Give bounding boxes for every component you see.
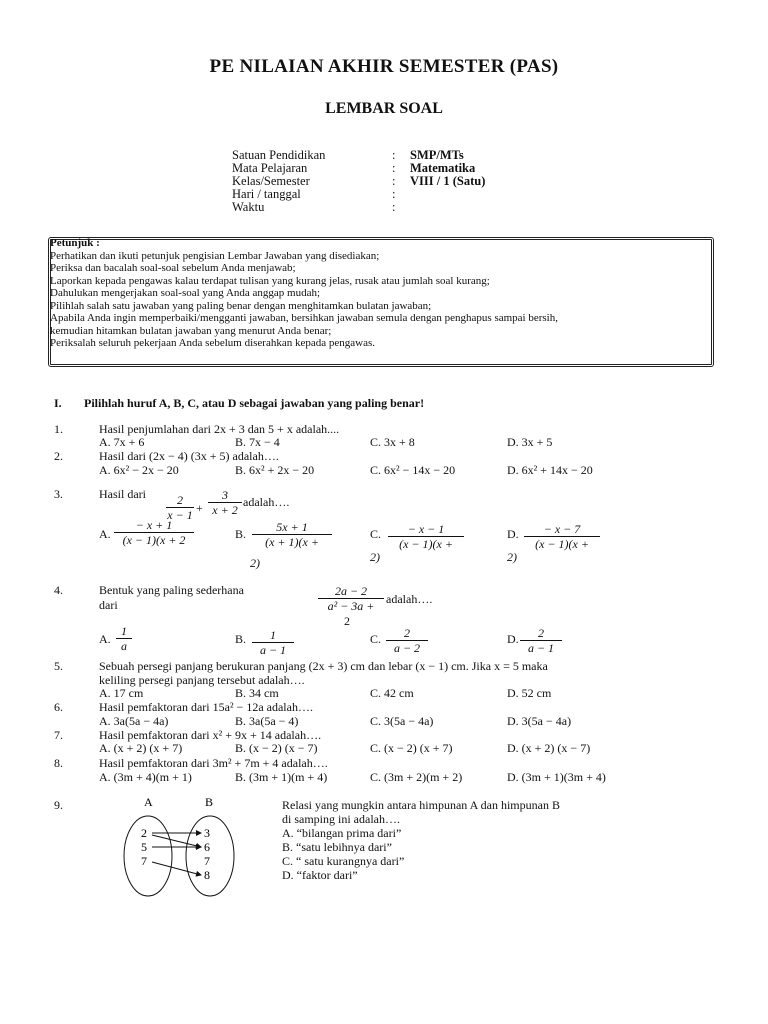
info-sep: : (392, 148, 396, 162)
relation-arrow (152, 835, 201, 847)
option-b: B. 6x² + 2x − 20 (235, 463, 315, 477)
question-text: Sebuah persegi panjang berukuran panjang (2x + 3) cm dan lebar (x − 1) cm. Jika x = 5 maka (99, 659, 548, 673)
question-text: Hasil dari (2x − 4) (3x + 5) adalah…. (99, 449, 279, 463)
instructions (50, 237, 558, 350)
set-b-ellipse (186, 816, 234, 896)
numerator: 2 (520, 626, 562, 641)
instruction-line: Perhatikan dan ikuti petunjuk pengisian Lembar Jawaban yang disediakan; (50, 249, 380, 262)
option-c: C. 6x² − 14x − 20 (370, 463, 456, 477)
info-value: VIII / 1 (Satu) (410, 174, 486, 188)
question-number: 9. (54, 798, 63, 812)
info-sep: : (392, 174, 396, 188)
question-text: dari (99, 598, 118, 612)
info-label: Mata Pelajaran (232, 161, 308, 175)
plus-sign: + (196, 501, 203, 515)
denominator: x + 2 (212, 503, 238, 517)
option-a: A. (x + 2) (x + 7) (99, 741, 183, 755)
set-a-label: A (144, 795, 153, 809)
info-value: SMP/MTs (410, 148, 464, 162)
option-c: C. 3x + 8 (370, 435, 415, 449)
option-c: C. (370, 527, 382, 541)
denominator: a² − 3a + (327, 599, 375, 613)
option-a: A. (99, 527, 111, 541)
denominator-cont: 2) (507, 550, 517, 564)
option-c: C. 3(5a − 4a) (370, 714, 434, 728)
option-a: A. (3m + 4)(m + 1) (99, 770, 192, 784)
fraction (252, 628, 294, 657)
set-b-item: 7 (204, 854, 210, 868)
option-c: C. 42 cm (370, 686, 414, 700)
fraction (208, 488, 242, 517)
denominator: x − 1 (167, 508, 193, 522)
question-number: 2. (54, 449, 63, 463)
option-d: D. “faktor dari” (282, 868, 358, 882)
option-b: B. 3a(5a − 4) (235, 714, 299, 728)
question-text: Bentuk yang paling sederhana (99, 583, 244, 597)
option-a: A. 6x² − 2x − 20 (99, 463, 179, 477)
set-relation-diagram (110, 792, 250, 904)
denominator: (x − 1)(x + 2 (122, 533, 186, 547)
option-b: B. (x − 2) (x − 7) (235, 741, 318, 755)
info-label: Satuan Pendidikan (232, 148, 326, 162)
question-number: 5. (54, 659, 63, 673)
option-d: D. (507, 632, 519, 646)
set-a-item: 2 (141, 826, 147, 840)
instruction-line: Periksalah seluruh pekerjaan Anda sebelum diserahkan kepada pengawas. (50, 337, 375, 349)
info-value: Matematika (410, 161, 476, 175)
question-text: Hasil pemfaktoran dari 3m² + 7m + 4 adalah…. (99, 756, 328, 770)
instruction-line: Pilihlah salah satu jawaban yang paling benar dengan menghitamkan bulatan jawaban; (50, 299, 432, 312)
option-b: B. “satu lebihnya dari” (282, 840, 392, 854)
info-label: Waktu (232, 200, 265, 214)
option-d: D. 52 cm (507, 686, 552, 700)
fraction (114, 518, 194, 547)
question-text: Hasil pemfaktoran dari x² + 9x + 14 adalah…. (99, 728, 322, 742)
question-text: Relasi yang mungkin antara himpunan A dan himpunan B (282, 798, 560, 812)
set-a-item: 7 (141, 854, 147, 868)
option-a: A. “bilangan prima dari” (282, 826, 402, 840)
option-d: D. (3m + 1)(3m + 4) (507, 770, 606, 784)
option-d: D. 3x + 5 (507, 435, 553, 449)
question-number: 3. (54, 487, 63, 501)
option-a: A. 3a(5a − 4a) (99, 714, 169, 728)
set-b-item: 6 (204, 840, 210, 854)
option-a: A. 7x + 6 (99, 435, 145, 449)
fraction (252, 520, 332, 549)
option-d: D. 6x² + 14x − 20 (507, 463, 593, 477)
option-b: B. (235, 527, 247, 541)
numerator: − x − 1 (388, 522, 464, 537)
set-a-item: 5 (141, 840, 147, 854)
info-label: Hari / tanggal (232, 187, 301, 201)
relation-arrow (152, 862, 201, 875)
numerator: − x + 1 (114, 518, 194, 533)
option-b: B. (235, 632, 247, 646)
denominator: (x − 1)(x + (399, 537, 453, 551)
numerator: 2a − 2 (318, 584, 384, 599)
denominator: (x + 1)(x + (265, 535, 319, 549)
fraction (388, 522, 464, 551)
option-b: B. 34 cm (235, 686, 279, 700)
info-sep: : (392, 161, 396, 175)
fraction (524, 522, 600, 551)
denominator: a − 1 (259, 643, 287, 657)
option-d: D. (507, 527, 519, 541)
question-number: 8. (54, 756, 63, 770)
instructions-title: Petunjuk : (50, 237, 100, 249)
question-suffix: adalah…. (386, 592, 433, 606)
instruction-line: Laporkan kepada pengawas kalau terdapat tulisan yang kurang jelas, rusak atau jumlah soal kurang; (50, 274, 490, 287)
set-a-ellipse (124, 816, 172, 896)
info-sep: : (392, 200, 396, 214)
denominator-cont: 2) (250, 556, 260, 570)
set-b-item: 3 (204, 826, 210, 840)
instruction-line: Periksa dan bacalah soal-soal sebelum Anda menjawab; (50, 262, 296, 274)
option-a: A. (99, 632, 111, 646)
fraction (116, 624, 132, 653)
denominator: a − 1 (527, 641, 555, 655)
option-c: C. (370, 632, 382, 646)
denominator: (x − 1)(x + (535, 537, 589, 551)
section-number: I. (54, 396, 62, 410)
option-c: C. “ satu kurangnya dari” (282, 854, 405, 868)
numerator: 1 (252, 628, 294, 643)
instruction-line: kemudian hitamkan bulatan jawaban yang menurut Anda benar; (50, 324, 332, 337)
page-subtitle: LEMBAR SOAL (325, 100, 443, 117)
info-sep: : (392, 187, 396, 201)
question-suffix: adalah…. (243, 495, 290, 509)
question-text: keliling persegi panjang tersebut adalah…. (99, 673, 305, 687)
set-b-label: B (205, 795, 214, 809)
fraction (520, 626, 562, 655)
question-number: 7. (54, 728, 63, 742)
numerator: 2 (386, 626, 428, 641)
option-d: D. 3(5a − 4a) (507, 714, 572, 728)
numerator: − x − 7 (524, 522, 600, 537)
page-title: PE NILAIAN AKHIR SEMESTER (PAS) (209, 56, 559, 77)
instruction-line: Dahulukan mengerjakan soal-soal yang Anda anggap mudah; (50, 287, 321, 299)
option-c: C. (x − 2) (x + 7) (370, 741, 453, 755)
denominator-cont: 2) (370, 550, 380, 564)
option-c: C. (3m + 2)(m + 2) (370, 770, 463, 784)
numerator: 2 (166, 493, 194, 508)
info-label: Kelas/Semester (232, 174, 310, 188)
set-b-item: 8 (204, 868, 210, 882)
denominator-cont: 2 (344, 614, 350, 628)
fraction (386, 626, 428, 655)
question-number: 1. (54, 422, 63, 436)
question-number: 4. (54, 583, 63, 597)
question-text: Hasil dari (99, 487, 146, 501)
question-text: Hasil pemfaktoran dari 15a² − 12a adalah…. (99, 700, 313, 714)
fraction (318, 584, 384, 613)
question-text: di samping ini adalah…. (282, 812, 400, 826)
numerator: 1 (116, 624, 132, 639)
option-d: D. (x + 2) (x − 7) (507, 741, 591, 755)
denominator: a − 2 (393, 641, 421, 655)
option-b: B. (3m + 1)(m + 4) (235, 770, 328, 784)
option-a: A. 17 cm (99, 686, 144, 700)
option-b: B. 7x − 4 (235, 435, 280, 449)
section-instruction: Pilihlah huruf A, B, C, atau D sebagai jawaban yang paling benar! (84, 396, 425, 410)
question-text: Hasil penjumlahan dari 2x + 3 dan 5 + x adalah.... (99, 422, 340, 436)
numerator: 3 (208, 488, 242, 503)
denominator: a (121, 639, 127, 653)
instruction-line: Apabila Anda ingin memperbaiki/mengganti jawaban, bersihkan jawaban semula dengan penghapus sampai bersih, (50, 312, 558, 324)
question-number: 6. (54, 700, 63, 714)
numerator: 5x + 1 (252, 520, 332, 535)
